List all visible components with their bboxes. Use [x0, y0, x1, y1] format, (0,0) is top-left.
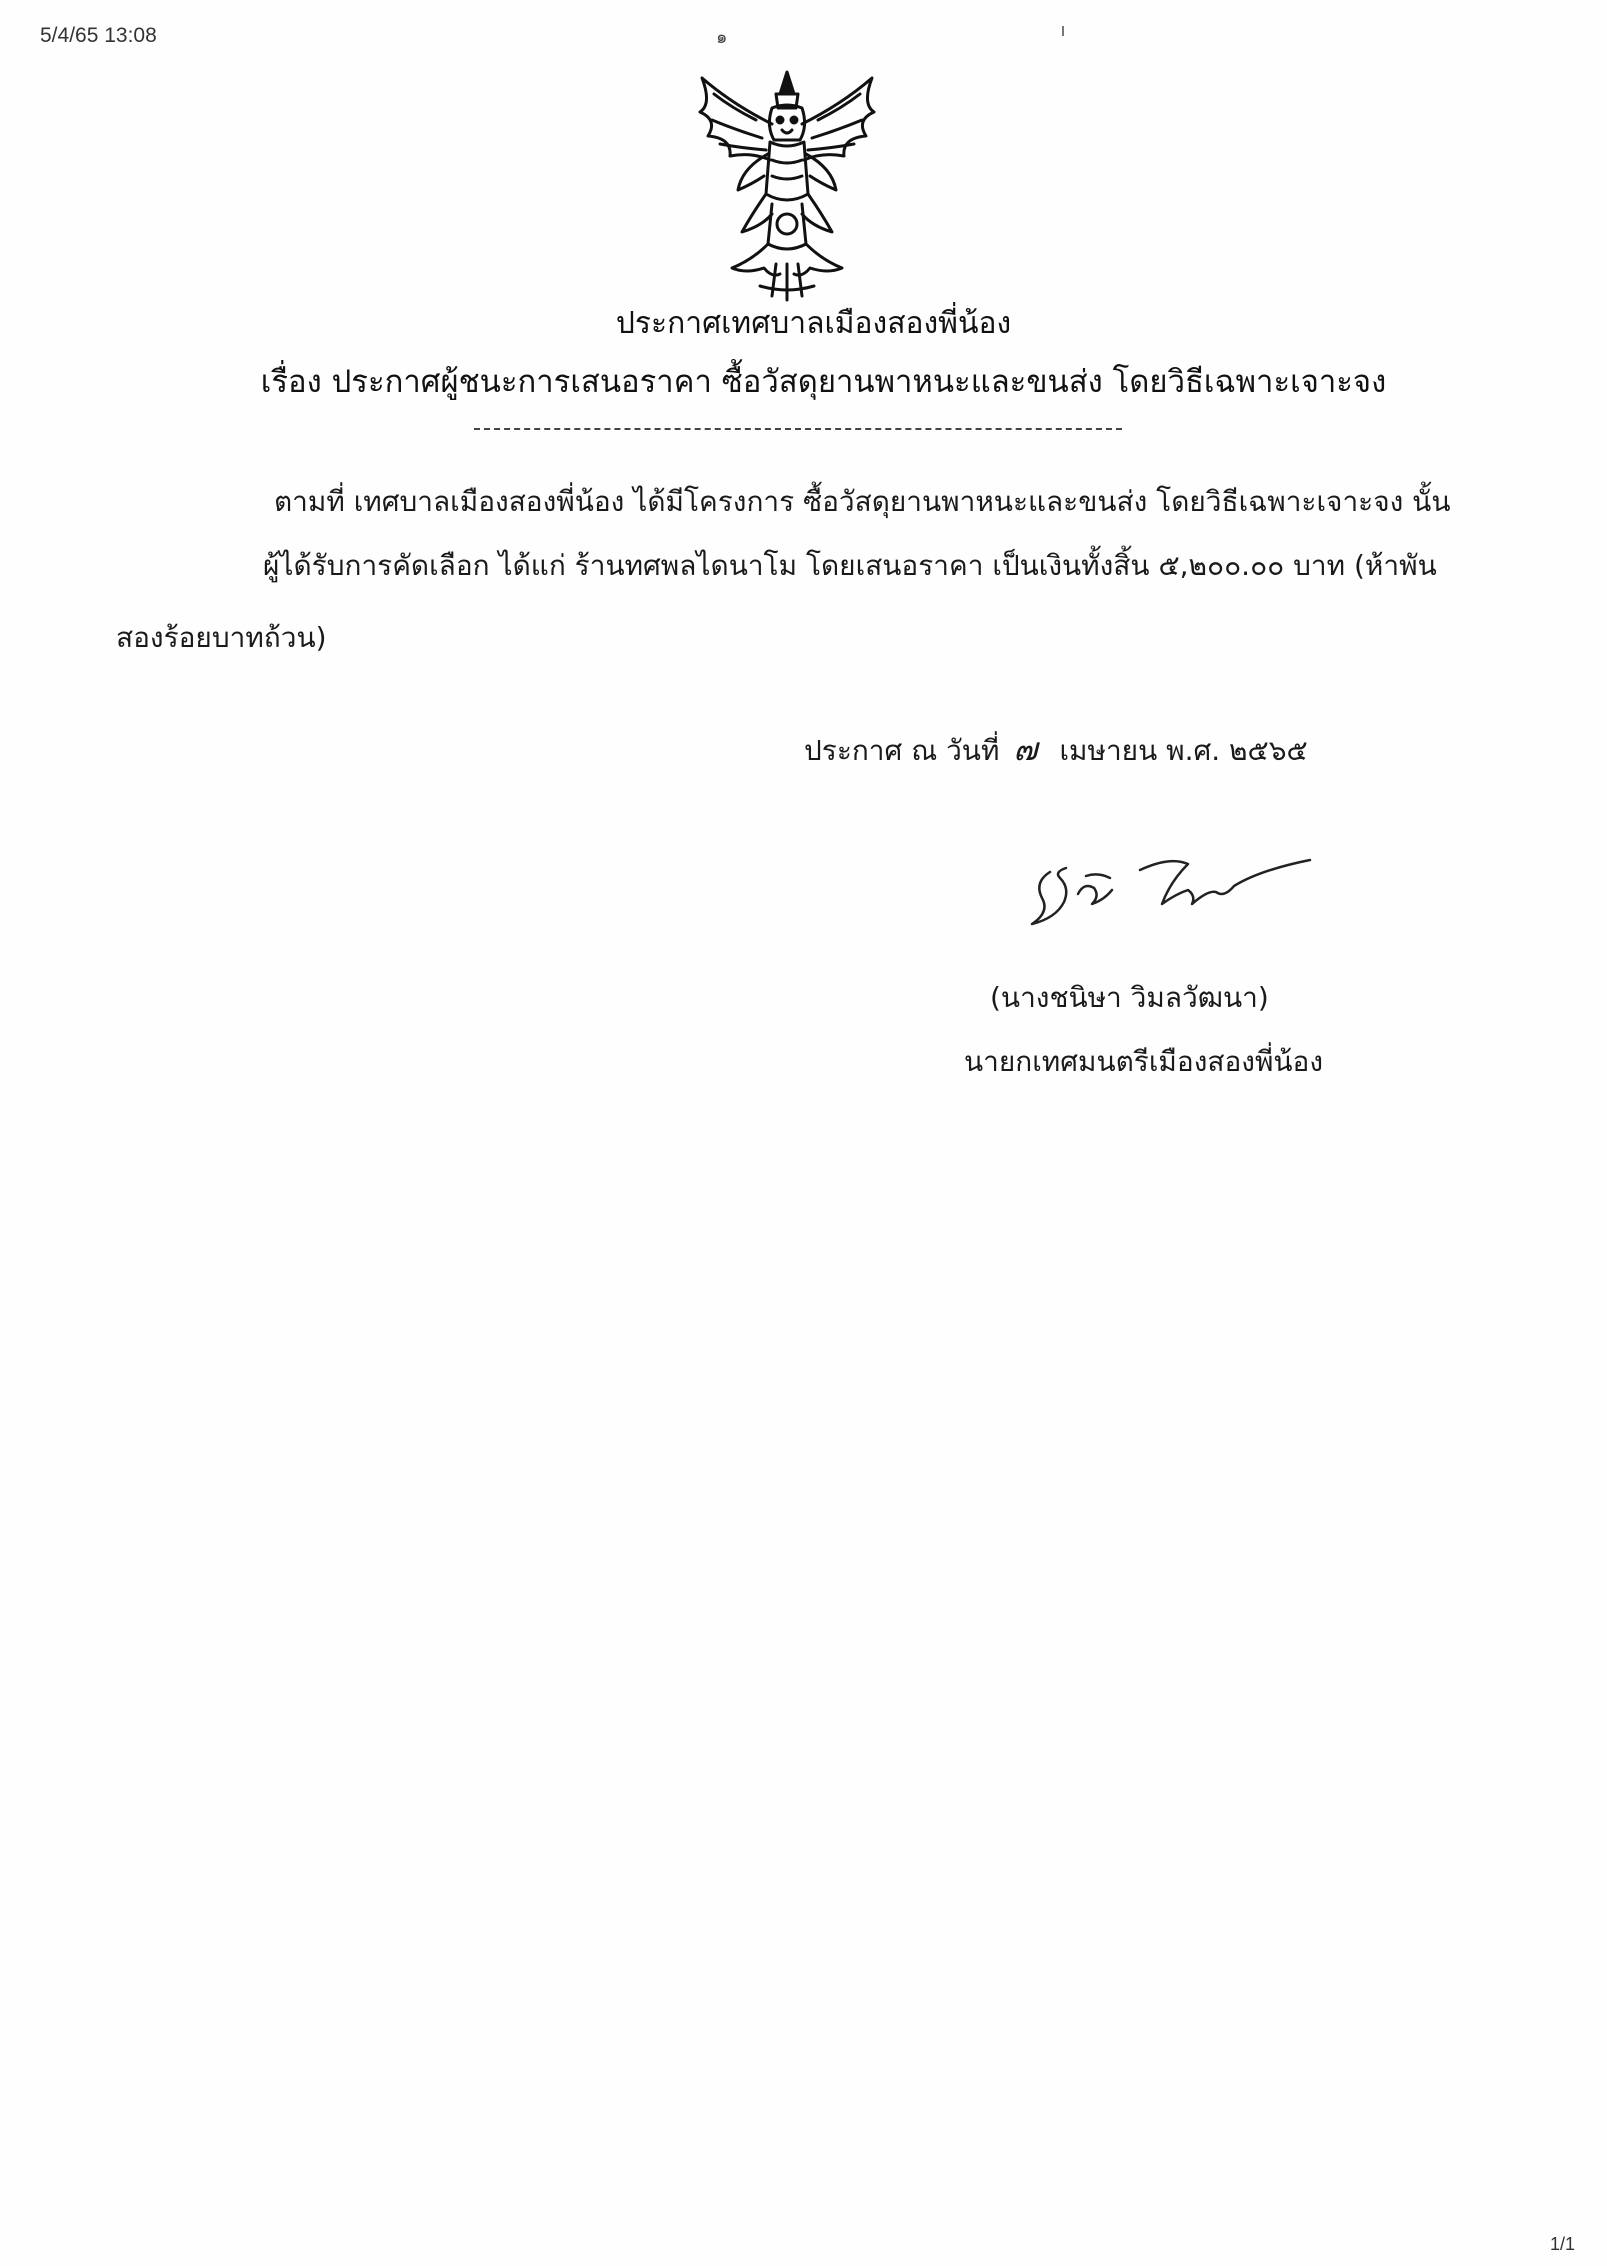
body-paragraph-line: ผู้ได้รับการคัดเลือก ได้แก่ ร้านทศพลไดนาโม โดยเสนอราคา เป็นเงินทั้งสิ้น ๕,๒๐๐.๐๐ บาท (ห้าพัน [263, 549, 1437, 582]
page-count: 1/1 [1550, 2234, 1576, 2254]
dashed-divider [474, 428, 1122, 430]
page-marker: ๑ [716, 27, 728, 48]
body-paragraph-line: สองร้อยบาทถ้วน) [116, 621, 327, 654]
body-paragraph-line: ตามที่ เทศบาลเมืองสองพี่น้อง ได้มีโครงการ ซื้อวัสดุยานพาหนะและขนส่ง โดยวิธีเฉพาะเจาะจง นั้น [274, 485, 1451, 518]
signer-position: นายกเทศมนตรีเมืองสองพี่น้อง [964, 1045, 1324, 1078]
date-month-year: เมษายน พ.ศ. ๒๕๖๕ [1059, 734, 1308, 767]
scan-mark [1062, 26, 1064, 36]
announcement-title: ประกาศเทศบาลเมืองสองพี่น้อง [615, 306, 1012, 341]
handwritten-signature [1020, 842, 1320, 932]
announcement-subject: เรื่อง ประกาศผู้ชนะการเสนอราคา ซื้อวัสดุยานพาหนะและขนส่ง โดยวิธีเฉพาะเจาะจง [260, 364, 1387, 400]
signer-name: (นางชนิษา วิมลวัฒนา) [990, 981, 1269, 1014]
announcement-date [804, 724, 1308, 775]
date-prefix: ประกาศ ณ วันที่ [804, 734, 1000, 767]
date-day: ๗ [1013, 730, 1038, 768]
garuda-emblem-icon [672, 64, 902, 304]
print-timestamp: 5/4/65 13:08 [40, 24, 157, 47]
